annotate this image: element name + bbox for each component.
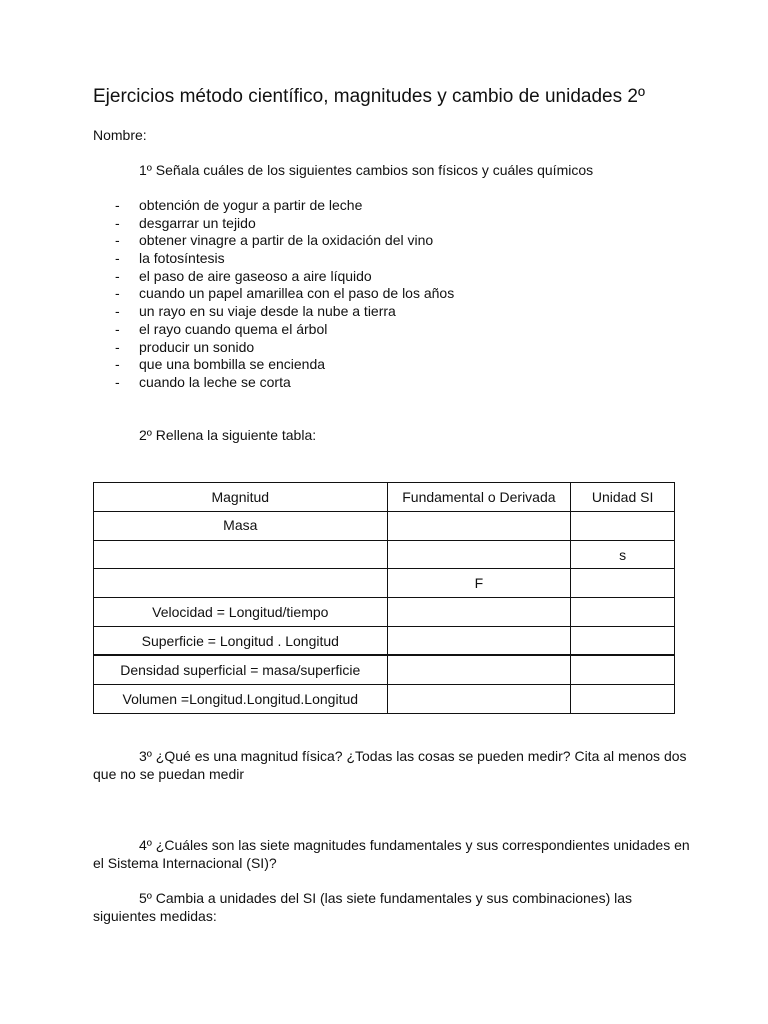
list-item [93,232,454,250]
page-title: Ejercicios método científico, magnitudes y cambio de unidades 2º [93,86,645,107]
bullet-dash: - [115,303,120,320]
list-item [93,250,454,268]
magnitudes-table [93,482,675,714]
question-2: 2º Rellena la siguiente tabla: [139,427,317,443]
list-item [93,356,454,374]
list-item-text: desgarrar un tejido [139,214,256,231]
table-cell[interactable] [571,569,675,598]
bullet-dash: - [115,250,120,267]
list-item-text: el rayo cuando quema el árbol [139,320,328,337]
table-cell[interactable]: Superficie = Longitud . Longitud [94,626,388,655]
table-cell[interactable] [571,511,675,540]
list-item [93,303,454,321]
table-cell[interactable]: s [571,540,675,569]
list-item-text: obtención de yogur a partir de leche [139,197,363,213]
table-header-row [94,483,675,512]
list-item-text: obtener vinagre a partir de la oxidación del vino [139,232,434,249]
column-header-unidad-si: Unidad SI [571,483,675,512]
table-row [94,598,675,627]
table-cell[interactable] [94,540,388,569]
bullet-dash: - [115,197,120,213]
bullet-dash: - [115,285,120,302]
list-item-text: el paso de aire gaseoso a aire líquido [139,267,372,284]
changes-list [93,197,454,392]
table-cell[interactable] [387,626,571,655]
table-cell[interactable]: Volumen =Longitud.Longitud.Longitud [94,685,388,714]
table-cell[interactable] [387,511,571,540]
table-cell[interactable]: Velocidad = Longitud/tiempo [94,598,388,627]
table-row [94,540,675,569]
bullet-dash: - [115,320,120,337]
table-row [94,685,675,714]
list-item [93,197,454,215]
table-row [94,655,675,684]
table-cell[interactable] [571,685,675,714]
question-5: 5º Cambia a unidades del SI (las siete fundamentales y sus combinaciones) las siguientes medidas: [93,890,633,924]
table-row [94,626,675,655]
question-4: 4º ¿Cuáles son las siete magnitudes fundamentales y sus correspondientes unidades en el Sistema Internacional (SI)? [93,837,690,871]
table-cell[interactable] [571,598,675,627]
column-header-fundamental-derivada: Fundamental o Derivada [387,483,571,512]
list-item-text: producir un sonido [139,338,255,355]
question-3: 3º ¿Qué es una magnitud física? ¿Todas las cosas se pueden medir? Cita al menos dos que no se puedan medir [93,748,687,782]
table-cell[interactable]: Masa [94,511,388,540]
table-cell[interactable] [387,598,571,627]
list-item [93,268,454,286]
bullet-dash: - [115,356,120,373]
list-item [93,285,454,303]
list-item [93,374,454,392]
bullet-dash: - [115,267,120,284]
bullet-dash: - [115,338,120,355]
table-row [94,511,675,540]
column-header-magnitud: Magnitud [94,483,388,512]
list-item-text: que una bombilla se encienda [139,356,326,373]
table-cell[interactable] [94,569,388,598]
nombre-label: Nombre: [93,127,147,143]
table-cell[interactable] [571,655,675,684]
bullet-dash: - [115,214,120,231]
list-item [93,321,454,339]
list-item-text: cuando la leche se corta [139,373,291,390]
list-item-text: cuando un papel amarillea con el paso de los años [139,285,455,302]
bullet-dash: - [115,373,120,390]
table-cell[interactable] [387,540,571,569]
list-item-text: la fotosíntesis [139,250,225,267]
list-item-text: un rayo en su viaje desde la nube a tierra [139,303,396,320]
table-cell[interactable]: Densidad superficial = masa/superficie [94,655,388,684]
table-cell[interactable] [387,655,571,684]
table-row [94,569,675,598]
question-1: 1º Señala cuáles de los siguientes cambios son físicos y cuáles químicos [139,162,594,178]
table-cell[interactable]: F [387,569,571,598]
bullet-dash: - [115,232,120,249]
table-cell[interactable] [571,626,675,655]
list-item [93,215,454,233]
table-cell[interactable] [387,685,571,714]
list-item [93,339,454,357]
